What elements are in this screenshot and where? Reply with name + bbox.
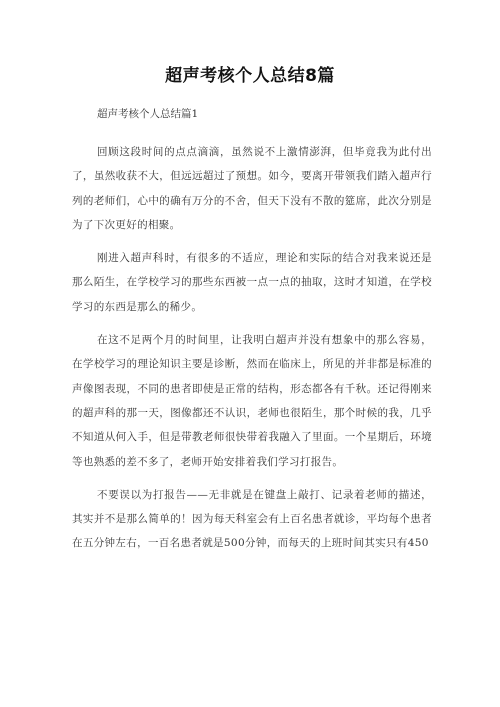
paragraph-1: 回顾这段时间的点点滴滴，虽然说不上激情澎湃，但毕竟我为此付出了，虽然收获不大，但远远超过了预想。如今，要离开带领我们踏入超声行列的老师们，心中的确有万分的不舍，但天下没有不散的筵席，此次分别是为了下次更好的相聚。 bbox=[72, 146, 432, 231]
paragraph-2: 刚进入超声科时，有很多的不适应，理论和实际的结合对我来说还是那么陌生，在学校学习的那些东西被一点一点的抽取，这时才知道，在学校学习的东西是那么的稀少。 bbox=[72, 252, 432, 313]
document-body bbox=[72, 140, 432, 565]
section-heading: 超声考核个人总结篇1 bbox=[97, 108, 199, 120]
paragraph-3: 在这不足两个月的时间里，让我明白超声并没有想象中的那么容易，在学校学习的理论知识主要是诊断，然而在临床上，所见的并非都是标准的声像图表现，不同的患者即使是正常的结构，形态都各有千秋。还记得刚来的超声科的那一天，图像都还不认识，老师也很陌生，那个时候的我，几乎不知道从何入手，但是带教老师很快带着我融入了里面。一个星期后，环境等也熟悉的差不多了，老师开始安排着我们学习打报告。 bbox=[72, 334, 432, 468]
paragraph-4: 不要误以为打报告——无非就是在键盘上敲打、记录着老师的描述，其实并不是那么简单的！因为每天科室会有上百名患者就诊，平均每个患者在五分钟左右，一百名患者就是500分钟，而每天的上班时间其实只有450 bbox=[72, 488, 432, 550]
document-title: 超声考核个人总结8篇 bbox=[165, 66, 335, 86]
